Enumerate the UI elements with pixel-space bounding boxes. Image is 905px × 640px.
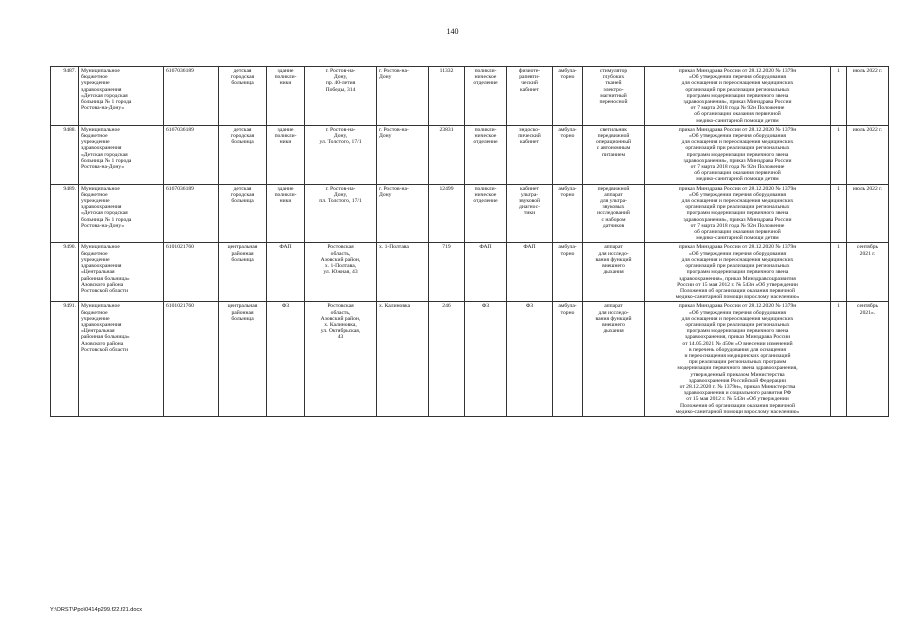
organization-name-cell: Муниципальное бюджетное учреждение здравоохранения «Детская городская больница № 1 города Ростова-на-Дону» [79,184,164,243]
inn-code-cell: 6101021760 [164,243,219,302]
equipment-name-cell: аппарат для исследо- вания функций внешнего дыхания [583,243,645,302]
settlement-cell: г. Ростов-на- Дону [377,67,429,126]
equipment-name-cell: передвижной аппарат для ультра- звуковых исследований с набором датчиков [583,184,645,243]
quantity-cell: 1 [831,243,847,302]
delivery-date-cell: сентябрь 2021». [847,302,889,417]
page-number: 140 [446,27,459,36]
legal-basis-cell: приказ Минздрава России от 28.12.2020 № 1379н «Об утверждении перечня оборудования для оснащения и переоснащения медицинских организаций при реализации региональных программ модернизации первичного звена здравоохранения», приказ Минздрава России от 7 марта 2018 года № 92н Положение об организации оказания первичной медико-санитарной помощи детям [645,67,831,126]
organization-name-cell: Муниципальное бюджетное учреждение здравоохранения «Детская городская больница № 1 города Ростова-на-Дону» [79,67,164,126]
file-path-footer: Y:\ORST\Ppo\0414p299.f22.f21.docx [50,607,143,613]
care-form-cell: амбула- торно [553,184,583,243]
equipment-name-cell: аппарат для исследо- вания функций внешнего дыхания [583,302,645,417]
organization-name-cell: Муниципальное бюджетное учреждение здравоохранения «Центральная районная больница» Азовского района Ростовской области [79,243,164,302]
population-count-cell: 12499 [429,184,465,243]
department-cell: поликли- ническое отделение [465,184,507,243]
settlement-cell: г. Ростов-на- Дону [377,125,429,184]
quantity-cell: 1 [831,184,847,243]
inn-code-cell: 6167036189 [164,184,219,243]
delivery-date-cell: сентябрь 2021 г. [847,243,889,302]
delivery-date-cell: июль 2022 г. [847,125,889,184]
delivery-date-cell: июль 2022 г. [847,184,889,243]
row-number-cell: 9490. [51,243,79,302]
settlement-cell: г. Ростов-на- Дону [377,184,429,243]
equipment-name-cell: стимулятор глубоких тканей электро- магнитный переносной [583,67,645,126]
equipment-name-cell: светильник передвижной операционный с автономным питанием [583,125,645,184]
legal-basis-cell: приказ Минздрава России от 28.12.2020 № 1379н «Об утверждении перечня оборудования для оснащения и переоснащения медицинских организаций при реализации региональных программ модернизации первичного звена здравоохранения», приказ Минздрава России от 7 марта 2018 года № 92н Положение об организации оказания первичной медико-санитарной помощи детям [645,184,831,243]
inn-code-cell: 6167036189 [164,125,219,184]
quantity-cell: 1 [831,125,847,184]
address-cell: Ростовская область, Азовский район, х. 1-Полтава, ул. Южная, 43 [305,243,377,302]
register-table [50,66,889,417]
building-cell: ФЗ [267,302,305,417]
facility-type-cell: детская городская больница [219,184,267,243]
inn-code-cell: 6167036189 [164,67,219,126]
department-cell: поликли- ническое отделение [465,67,507,126]
legal-basis-cell: приказ Минздрава России от 28.12.2020 № 1379н «Об утверждении перечня оборудования для оснащения и переоснащения медицинских организаций при реализации региональных программ модернизации первичного звена здравоохранения, приказ Минздрава России от 14.05.2021 № 450н «О внесении изменений в перечень оборудования для оснащения и переоснащения медицинских организаций при реализации региональных программ модернизации первичного звена здравоохранения, утвержденный приказом Министерства здравоохранения Российской Федерации от 28.12.2020 г. № 1379н», приказ Министерства здравоохранения и социального развития РФ от 15 мая 2012 г. № 543н «Об утверждении Положения об организации оказания первичной медико-санитарной помощи взрослому населению» [645,302,831,417]
table-row [51,243,889,302]
legal-basis-cell: приказ Минздрава России от 28.12.2020 № 1379н «Об утверждении перечня оборудования для оснащения и переоснащения медицинских организаций при реализации региональных программ модернизации первичного звена здравоохранения», приказ Минздравсоцразвития России от 15 мая 2012 г. № 543н «Об утверждении Положения об организации оказания первичной медико-санитарной помощи взрослому населению» [645,243,831,302]
facility-type-cell: центральная районная больница [219,243,267,302]
organization-name-cell: Муниципальное бюджетное учреждение здравоохранения «Детская городская больница № 1 города Ростова-на-Дону» [79,125,164,184]
organization-name-cell: Муниципальное бюджетное учреждение здравоохранения «Центральная районная больница» Азовского района Ростовской области [79,302,164,417]
population-count-cell: 719 [429,243,465,302]
table-row [51,184,889,243]
department-cell: поликли- ническое отделение [465,125,507,184]
care-form-cell: амбула- торно [553,243,583,302]
population-count-cell: 246 [429,302,465,417]
address-cell: г. Ростов-на- Дону, ул. Толстого, 17/1 [305,125,377,184]
row-number-cell: 9487. [51,67,79,126]
population-count-cell: 11332 [429,67,465,126]
row-number-cell: 9488. [51,125,79,184]
care-form-cell: амбула- торно [553,302,583,417]
settlement-cell: х. 1-Полтава [377,243,429,302]
care-form-cell: амбула- торно [553,125,583,184]
delivery-date-cell: июль 2022 г. [847,67,889,126]
quantity-cell: 1 [831,302,847,417]
department-cell: ФАП [465,243,507,302]
room-cell: ФЗ [507,302,553,417]
row-number-cell: 9489. [51,184,79,243]
table-row [51,302,889,417]
department-cell: ФЗ [465,302,507,417]
settlement-cell: х. Калиновка [377,302,429,417]
legal-basis-cell: приказ Минздрава России от 28.12.2020 № 1379н «Об утверждении перечня оборудования для оснащения и переоснащения медицинских организаций при реализации региональных программ модернизации первичного звена здравоохранения», приказ Минздрава России от 7 марта 2018 года № 92н Положение об организации оказания первичной медико-санитарной помощи детям [645,125,831,184]
quantity-cell: 1 [831,67,847,126]
building-cell: здание поликли- ники [267,184,305,243]
building-cell: ФАП [267,243,305,302]
row-number-cell: 9491. [51,302,79,417]
facility-type-cell: детская городская больница [219,67,267,126]
building-cell: здание поликли- ники [267,67,305,126]
facility-type-cell: центральная районная больница [219,302,267,417]
address-cell: г. Ростов-на- Дону, пр. 40-летия Победы, 314 [305,67,377,126]
room-cell: ФАП [507,243,553,302]
population-count-cell: 23831 [429,125,465,184]
address-cell: Ростовская область, Азовский район, х. Калиновка, ул. Октябрьская, 43 [305,302,377,417]
care-form-cell: амбула- торно [553,67,583,126]
table-row [51,67,889,126]
facility-type-cell: детская городская больница [219,125,267,184]
room-cell: физиоте- рапевти- ческий кабинет [507,67,553,126]
inn-code-cell: 6101021760 [164,302,219,417]
building-cell: здание поликли- ники [267,125,305,184]
address-cell: г. Ростов-на- Дону, пл. Толстого, 17/1 [305,184,377,243]
table-row [51,125,889,184]
room-cell: эндоско- пический кабинет [507,125,553,184]
room-cell: кабинет ультра- звуковой диагнос- тики [507,184,553,243]
